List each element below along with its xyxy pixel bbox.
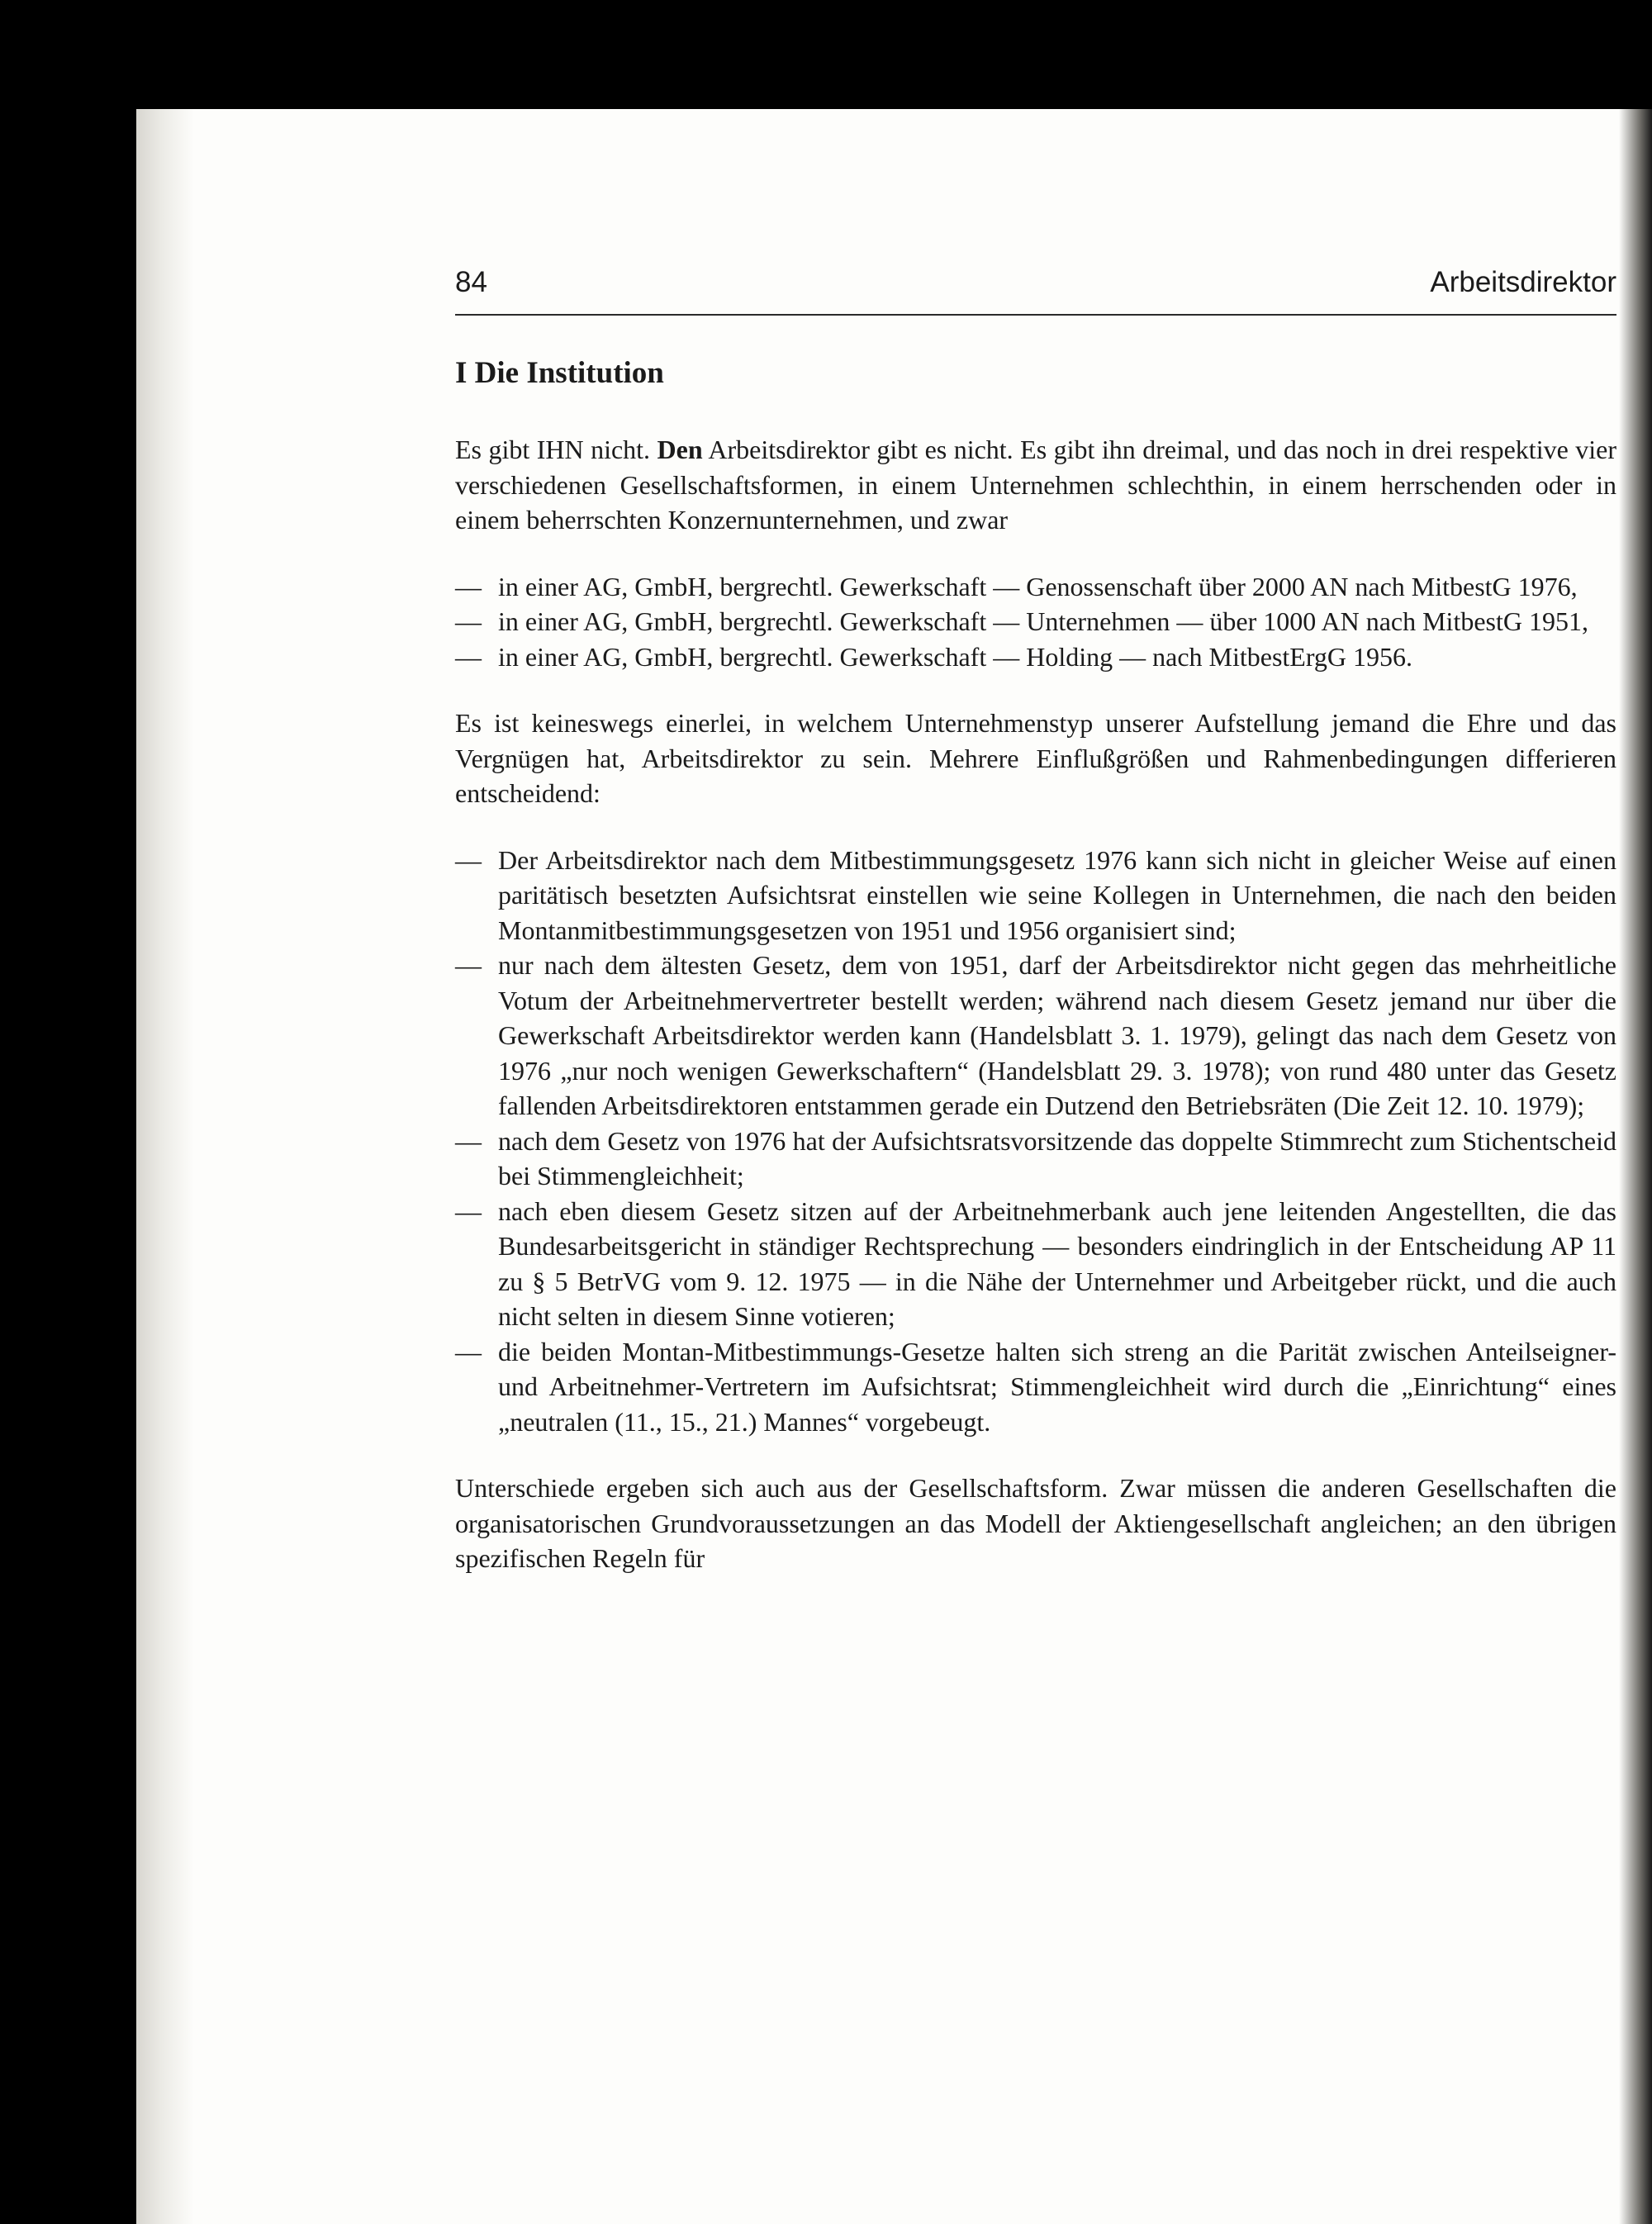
dash-marker: — bbox=[455, 1125, 482, 1156]
dash-marker: — bbox=[455, 844, 482, 875]
list-item bbox=[455, 843, 1616, 948]
list-item-text: nach eben diesem Gesetz sitzen auf der Arbeitnehmerbank auch jene leitenden Angestellten, die das Bundesarbeitsgericht in ständiger Rechtsprechung — besonders eindringlich in der Entscheidung AP 11 zu § 5 BetrVG vom 9. 12. 1975 — in die Nähe der Unternehmer und Arbeitgeber rückt, und die auch nicht selten in diesem Sinne votieren; bbox=[498, 1195, 1616, 1331]
running-title: Arbeitsdirektor bbox=[1430, 266, 1616, 298]
book-page bbox=[136, 109, 1652, 2224]
list-item bbox=[455, 1124, 1616, 1194]
intro-paragraph bbox=[455, 432, 1616, 538]
differences-list bbox=[455, 843, 1616, 1440]
paragraph-2: Es ist keineswegs einerlei, in welchem Unternehmenstyp unserer Aufstellung jemand die Ehre und das Vergnügen hat, Arbeitsdirektor zu sein. Mehrere Einflußgrößen und Rahmenbedingungen differieren entscheidend: bbox=[455, 708, 1616, 808]
section-title: I Die Institution bbox=[455, 356, 664, 390]
list-item-text: in einer AG, GmbH, bergrechtl. Gewerkschaft — Unternehmen — über 1000 AN nach MitbestG 1951, bbox=[498, 606, 1588, 636]
dash-marker: — bbox=[455, 950, 482, 980]
company-type-list bbox=[455, 569, 1616, 675]
paragraph-3: Unterschiede ergeben sich auch aus der Gesellschaftsform. Zwar müssen die anderen Gesellschaften die organisatorischen Grundvoraussetzungen an das Modell der Aktiengesellschaft angleichen; an den übrigen spezifischen Regeln für bbox=[455, 1473, 1616, 1573]
list-item bbox=[455, 1194, 1616, 1334]
list-item-text: die beiden Montan-Mitbestimmungs-Gesetze halten sich streng an die Parität zwischen Anteilseigner- und Arbeitnehmer-Vertretern im Aufsichtsrat; Stimmengleichheit wird durch die „Einrichtung“ eines „neutralen (11., 15., 21.) Mannes“ vorgebeugt. bbox=[498, 1336, 1616, 1437]
list-item bbox=[455, 948, 1616, 1124]
list-item bbox=[455, 569, 1616, 605]
list-item-text: in einer AG, GmbH, bergrechtl. Gewerkschaft — Genossenschaft über 2000 AN nach MitbestG 1976, bbox=[498, 571, 1578, 601]
running-head bbox=[455, 266, 1616, 316]
list-item bbox=[455, 1334, 1616, 1440]
page-number: 84 bbox=[455, 266, 487, 298]
intro-text-rest: Arbeitsdirektor gibt es nicht. Es gibt ihn dreimal, und das noch in drei respektive vier verschiedenen Gesellschaftsformen, in einem Unternehmen schlechthin, in einem herrschenden oder in einem beherrschten Konzernunternehmen, und zwar bbox=[455, 435, 1617, 535]
list-item-text: in einer AG, GmbH, bergrechtl. Gewerkschaft — Holding — nach MitbestErgG 1956. bbox=[498, 641, 1413, 672]
list-item-text: nach dem Gesetz von 1976 hat der Aufsichtsratsvorsitzende das doppelte Stimmrecht zum Stichentscheid bei Stimmengleichheit; bbox=[498, 1125, 1616, 1190]
page-gutter-shadow bbox=[136, 109, 194, 2224]
list-item-text: Der Arbeitsdirektor nach dem Mitbestimmungsgesetz 1976 kann sich nicht in gleicher Weise auf einen paritätisch besetzten Aufsichtsrat einstellen wie seine Kollegen in Unternehmen, die nach den beiden Montanmitbestimmungsgesetzen von 1951 und 1956 organisiert sind; bbox=[498, 844, 1616, 945]
page-edge-shadow bbox=[1619, 109, 1652, 2224]
intro-text-start: Es gibt IHN nicht. bbox=[455, 435, 657, 464]
dash-marker: — bbox=[455, 641, 482, 672]
dash-marker: — bbox=[455, 571, 482, 601]
list-item-text: nur nach dem ältesten Gesetz, dem von 1951, darf der Arbeitsdirektor nicht gegen das mehrheitliche Votum der Arbeitnehmervertreter bestellt werden; während nach diesem Gesetz jemand nur über die Gewerkschaft Arbeitsdirektor werden kann (Handelsblatt 3. 1. 1979), gelingt das nach dem Gesetz von 1976 „nur noch wenigen Gewerkschaftern“ (Handelsblatt 29. 3. 1978); von rund 480 unter das Gesetz fallenden Arbeitsdirektoren entstammen gerade ein Dutzend den Betriebsräten (Die Zeit 12. 10. 1979); bbox=[498, 950, 1616, 1120]
page-content bbox=[455, 266, 1616, 1576]
intro-bold-word: Den bbox=[657, 435, 703, 464]
dash-marker: — bbox=[455, 1195, 482, 1226]
dash-marker: — bbox=[455, 1336, 482, 1366]
dash-marker: — bbox=[455, 606, 482, 636]
list-item bbox=[455, 604, 1616, 639]
list-item bbox=[455, 639, 1616, 675]
